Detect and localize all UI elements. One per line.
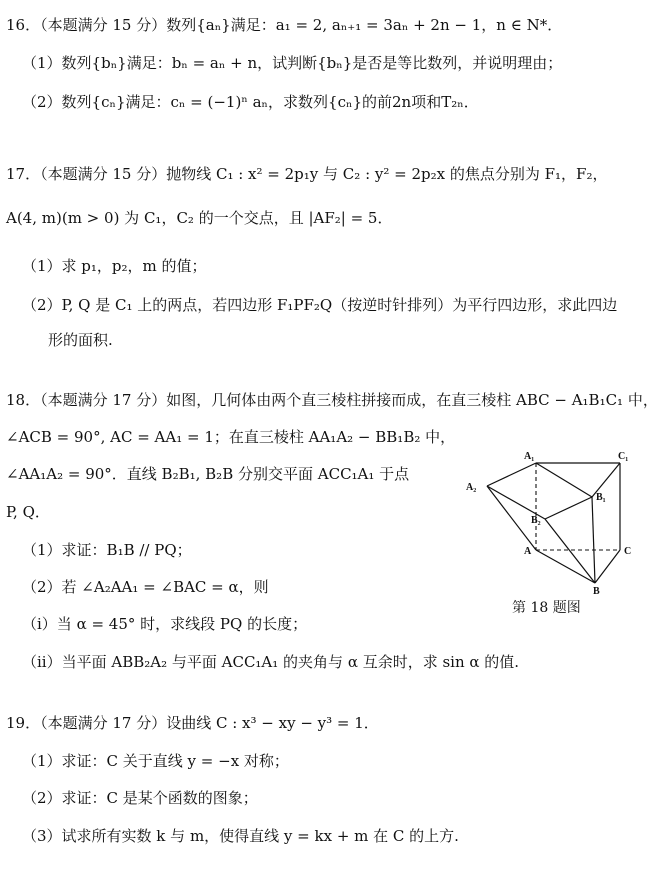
q18-line2: ∠ACB = 90°, AC = AA₁ = 1；在直三棱柱 AA₁A₂ − BB₁B₂ 中， <box>6 428 456 446</box>
q17-part1: （1）求 p₁，p₂，m 的值； <box>22 257 207 275</box>
q18-line4: P, Q． <box>6 503 50 521</box>
q18-part2: （2）若 ∠A₂AA₁ = ∠BAC = α，则 <box>22 578 269 596</box>
label-c: C <box>624 546 632 557</box>
edge-a2-a1 <box>487 463 536 486</box>
q17-part2: （2）P, Q 是 C₁ 上的两点，若四边形 F₁PF₂Q（按逆时针排列）为平行四边形，求此四边 <box>22 296 618 314</box>
edge-b2-b <box>545 519 595 583</box>
q16-heading: 16．（本题满分 15 分）数列{aₙ}满足：a₁ = 2, aₙ₊₁ = 3aₙ + 2n − 1，n ∈ N*． <box>6 16 563 34</box>
edge-a2-a <box>487 486 536 550</box>
label-a: A <box>524 546 532 557</box>
label-b1: B₁ <box>596 492 606 503</box>
q18-part1: （1）求证：B₁B // PQ； <box>22 541 192 559</box>
q18-line3: ∠AA₁A₂ = 90°．直线 B₂B₁, B₂B 分别交平面 ACC₁A₁ 于点 <box>6 465 410 483</box>
q17-part2-continuation: 形的面积. <box>48 331 113 349</box>
label-b: B <box>593 586 600 597</box>
edge-a-b <box>536 550 595 583</box>
q17-continuation: A(4, m)(m > 0) 为 C₁，C₂ 的一个交点，且 |AF₂| = 5． <box>6 209 393 227</box>
edge-b-b1 <box>592 497 595 583</box>
q18-heading: 18．（本题满分 17 分）如图，几何体由两个直三棱柱拼接而成，在直三棱柱 ABC − A₁B₁C₁ 中， <box>6 391 658 409</box>
label-b2: B₂ <box>531 515 541 526</box>
q19-part3: （3）试求所有实数 k 与 m，使得直线 y = kx + m 在 C 的上方. <box>22 827 459 845</box>
edge-b2-b1 <box>545 497 592 519</box>
edge-c-b <box>595 550 620 583</box>
q18-part2-i: （i）当 α = 45° 时，求线段 PQ 的长度； <box>22 615 308 633</box>
q19-heading: 19．（本题满分 17 分）设曲线 C : x³ − xy − y³ = 1． <box>6 714 379 732</box>
q16-part1: （1）数列{bₙ}满足：bₙ = aₙ + n，试判断{bₙ}是否是等比数列，并说明理由； <box>22 54 563 72</box>
edge-a1-b1 <box>536 463 592 497</box>
q16-part2: （2）数列{cₙ}满足：cₙ = (−1)ⁿ aₙ，求数列{cₙ}的前2n项和T₂ₙ． <box>22 93 479 111</box>
q19-part1: （1）求证：C 关于直线 y = −x 对称； <box>22 752 289 770</box>
q17-heading: 17．（本题满分 15 分）抛物线 C₁ : x² = 2p₁y 与 C₂ : y² = 2p₂x 的焦点分别为 F₁，F₂， <box>6 165 608 183</box>
q18-part2-ii: （ii）当平面 ABB₂A₂ 与平面 ACC₁A₁ 的夹角与 α 互余时，求 sin α 的值. <box>22 653 520 671</box>
label-c1: C₁ <box>618 451 629 462</box>
label-a2: A₂ <box>466 482 477 493</box>
q18-figure <box>455 448 645 597</box>
q18-figure-caption: 第 18 题图 <box>512 600 581 616</box>
label-a1: A₁ <box>524 451 535 462</box>
q19-part2: （2）求证：C 是某个函数的图象； <box>22 789 258 807</box>
